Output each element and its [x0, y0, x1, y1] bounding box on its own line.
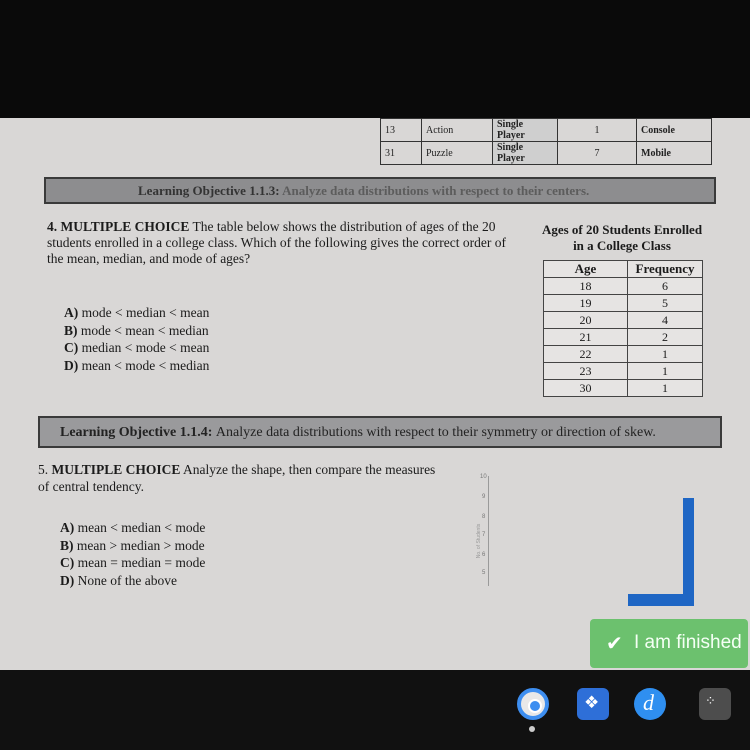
table-row — [381, 119, 712, 142]
option-letter: C) — [60, 555, 75, 570]
question-5 — [38, 461, 438, 495]
table-row — [544, 278, 703, 295]
option-letter: A) — [60, 520, 75, 535]
table-cell: 23 — [544, 363, 628, 380]
option-d[interactable] — [60, 572, 205, 588]
ages-frequency-table — [543, 260, 703, 397]
table-cell: Action — [422, 119, 493, 142]
table-cell: 2 — [628, 329, 703, 346]
desmos-glyph: d — [643, 690, 654, 715]
option-letter: D) — [64, 357, 79, 373]
check-icon: ✔ — [606, 633, 623, 655]
y-tick: 7 — [482, 532, 486, 538]
option-c[interactable] — [60, 554, 205, 572]
y-axis — [488, 476, 489, 586]
histogram-bar — [683, 498, 694, 606]
option-text: mode < median < mean — [81, 305, 210, 320]
question-text: The table below shows the distribution of ages of the 20 students enrolled in a college class. Which of the following gives the correct order of the mean, median, and mode of ages? — [47, 219, 506, 266]
option-letter: A) — [64, 305, 79, 320]
finished-button-label: I am finished — [634, 632, 742, 653]
finished-button[interactable] — [590, 619, 748, 668]
option-letter: D) — [60, 572, 75, 588]
table-cell: Single Player — [493, 142, 558, 165]
objective-label: Learning Objective 1.1.4: — [60, 425, 213, 440]
y-tick: 6 — [482, 552, 486, 558]
question-type: MULTIPLE CHOICE — [60, 219, 190, 234]
table-cell: 6 — [628, 278, 703, 295]
table-row — [381, 142, 712, 165]
option-a[interactable] — [64, 304, 209, 322]
objective-text: Analyze data distributions with respect to their centers. — [282, 183, 590, 198]
option-text: None of the above — [77, 572, 177, 588]
option-letter: C) — [64, 340, 79, 355]
table-cell: 31 — [381, 142, 422, 165]
table-cell: 20 — [544, 312, 628, 329]
title-line: Ages of 20 Students Enrolled — [541, 222, 703, 237]
table-cell: 5 — [628, 295, 703, 312]
y-tick: 8 — [482, 514, 486, 520]
option-letter: B) — [60, 537, 74, 553]
table-cell: Mobile — [637, 142, 712, 165]
table-cell: 7 — [558, 142, 637, 165]
y-tick: 9 — [482, 494, 486, 500]
table-cell: 13 — [381, 119, 422, 142]
launcher-glyph: ⁘ — [705, 694, 716, 709]
chrome-icon[interactable] — [517, 688, 549, 720]
ages-table-title — [530, 222, 714, 254]
camera-top-bezel — [0, 0, 750, 118]
question-number: 4. — [47, 219, 58, 234]
chrome-center — [528, 699, 542, 713]
question-number: 5. — [38, 462, 49, 477]
y-tick: 5 — [482, 570, 486, 576]
worksheet-page — [0, 118, 750, 670]
table-cell: 1 — [558, 119, 637, 142]
histogram-bar — [628, 594, 694, 606]
option-b[interactable] — [64, 322, 209, 340]
question-type: MULTIPLE CHOICE — [51, 462, 181, 477]
question-4-options — [64, 304, 209, 374]
table-row — [544, 380, 703, 397]
game-table-partial — [380, 118, 712, 165]
option-text: mean > median > mode — [76, 537, 205, 553]
running-indicator — [529, 726, 535, 732]
table-cell: Console — [637, 119, 712, 142]
table-cell: 18 — [544, 278, 628, 295]
table-cell: 4 — [628, 312, 703, 329]
table-cell: Puzzle — [422, 142, 493, 165]
option-text: median < mode < mean — [81, 340, 210, 355]
table-row — [544, 312, 703, 329]
table-cell: 1 — [628, 363, 703, 380]
objective-text: Analyze data distributions with respect to their symmetry or direction of skew. — [215, 425, 656, 440]
launcher-icon[interactable] — [699, 688, 731, 720]
files-icon[interactable] — [577, 688, 609, 720]
table-cell: 1 — [628, 346, 703, 363]
option-text: mean < mode < median — [81, 357, 210, 373]
table-cell: Single Player — [493, 119, 558, 142]
table-row — [544, 346, 703, 363]
table-cell: 22 — [544, 346, 628, 363]
table-cell: 1 — [628, 380, 703, 397]
taskbar-shelf — [0, 670, 750, 750]
question-5-options — [60, 519, 206, 588]
y-axis-label: No. of Students — [476, 523, 483, 559]
option-a[interactable] — [60, 519, 205, 537]
desmos-icon[interactable] — [634, 688, 666, 720]
option-b[interactable] — [60, 537, 205, 555]
option-text: mean < median < mode — [77, 520, 206, 535]
learning-objective-1-1-3 — [44, 177, 716, 204]
option-d[interactable] — [64, 357, 209, 375]
table-cell: 19 — [544, 295, 628, 312]
y-tick: 10 — [480, 474, 487, 480]
table-row — [544, 363, 703, 380]
table-row — [544, 295, 703, 312]
learning-objective-1-1-4 — [38, 416, 722, 448]
table-cell: 30 — [544, 380, 628, 397]
table-row — [544, 329, 703, 346]
skew-histogram — [470, 468, 720, 598]
question-text: Analyze the shape, then compare the measures of central tendency. — [38, 462, 436, 494]
table-header-row — [544, 261, 703, 278]
title-line: in a College Class — [573, 238, 671, 253]
option-letter: B) — [64, 322, 78, 338]
objective-label: Learning Objective 1.1.3: — [138, 183, 280, 198]
column-header: Frequency — [628, 261, 703, 278]
files-glyph: ❖ — [584, 693, 600, 712]
column-header: Age — [544, 261, 628, 278]
question-4 — [47, 219, 519, 267]
table-cell: 21 — [544, 329, 628, 346]
option-text: mode < mean < median — [80, 322, 209, 338]
option-text: mean = median = mode — [77, 555, 206, 570]
option-c[interactable] — [64, 339, 209, 357]
